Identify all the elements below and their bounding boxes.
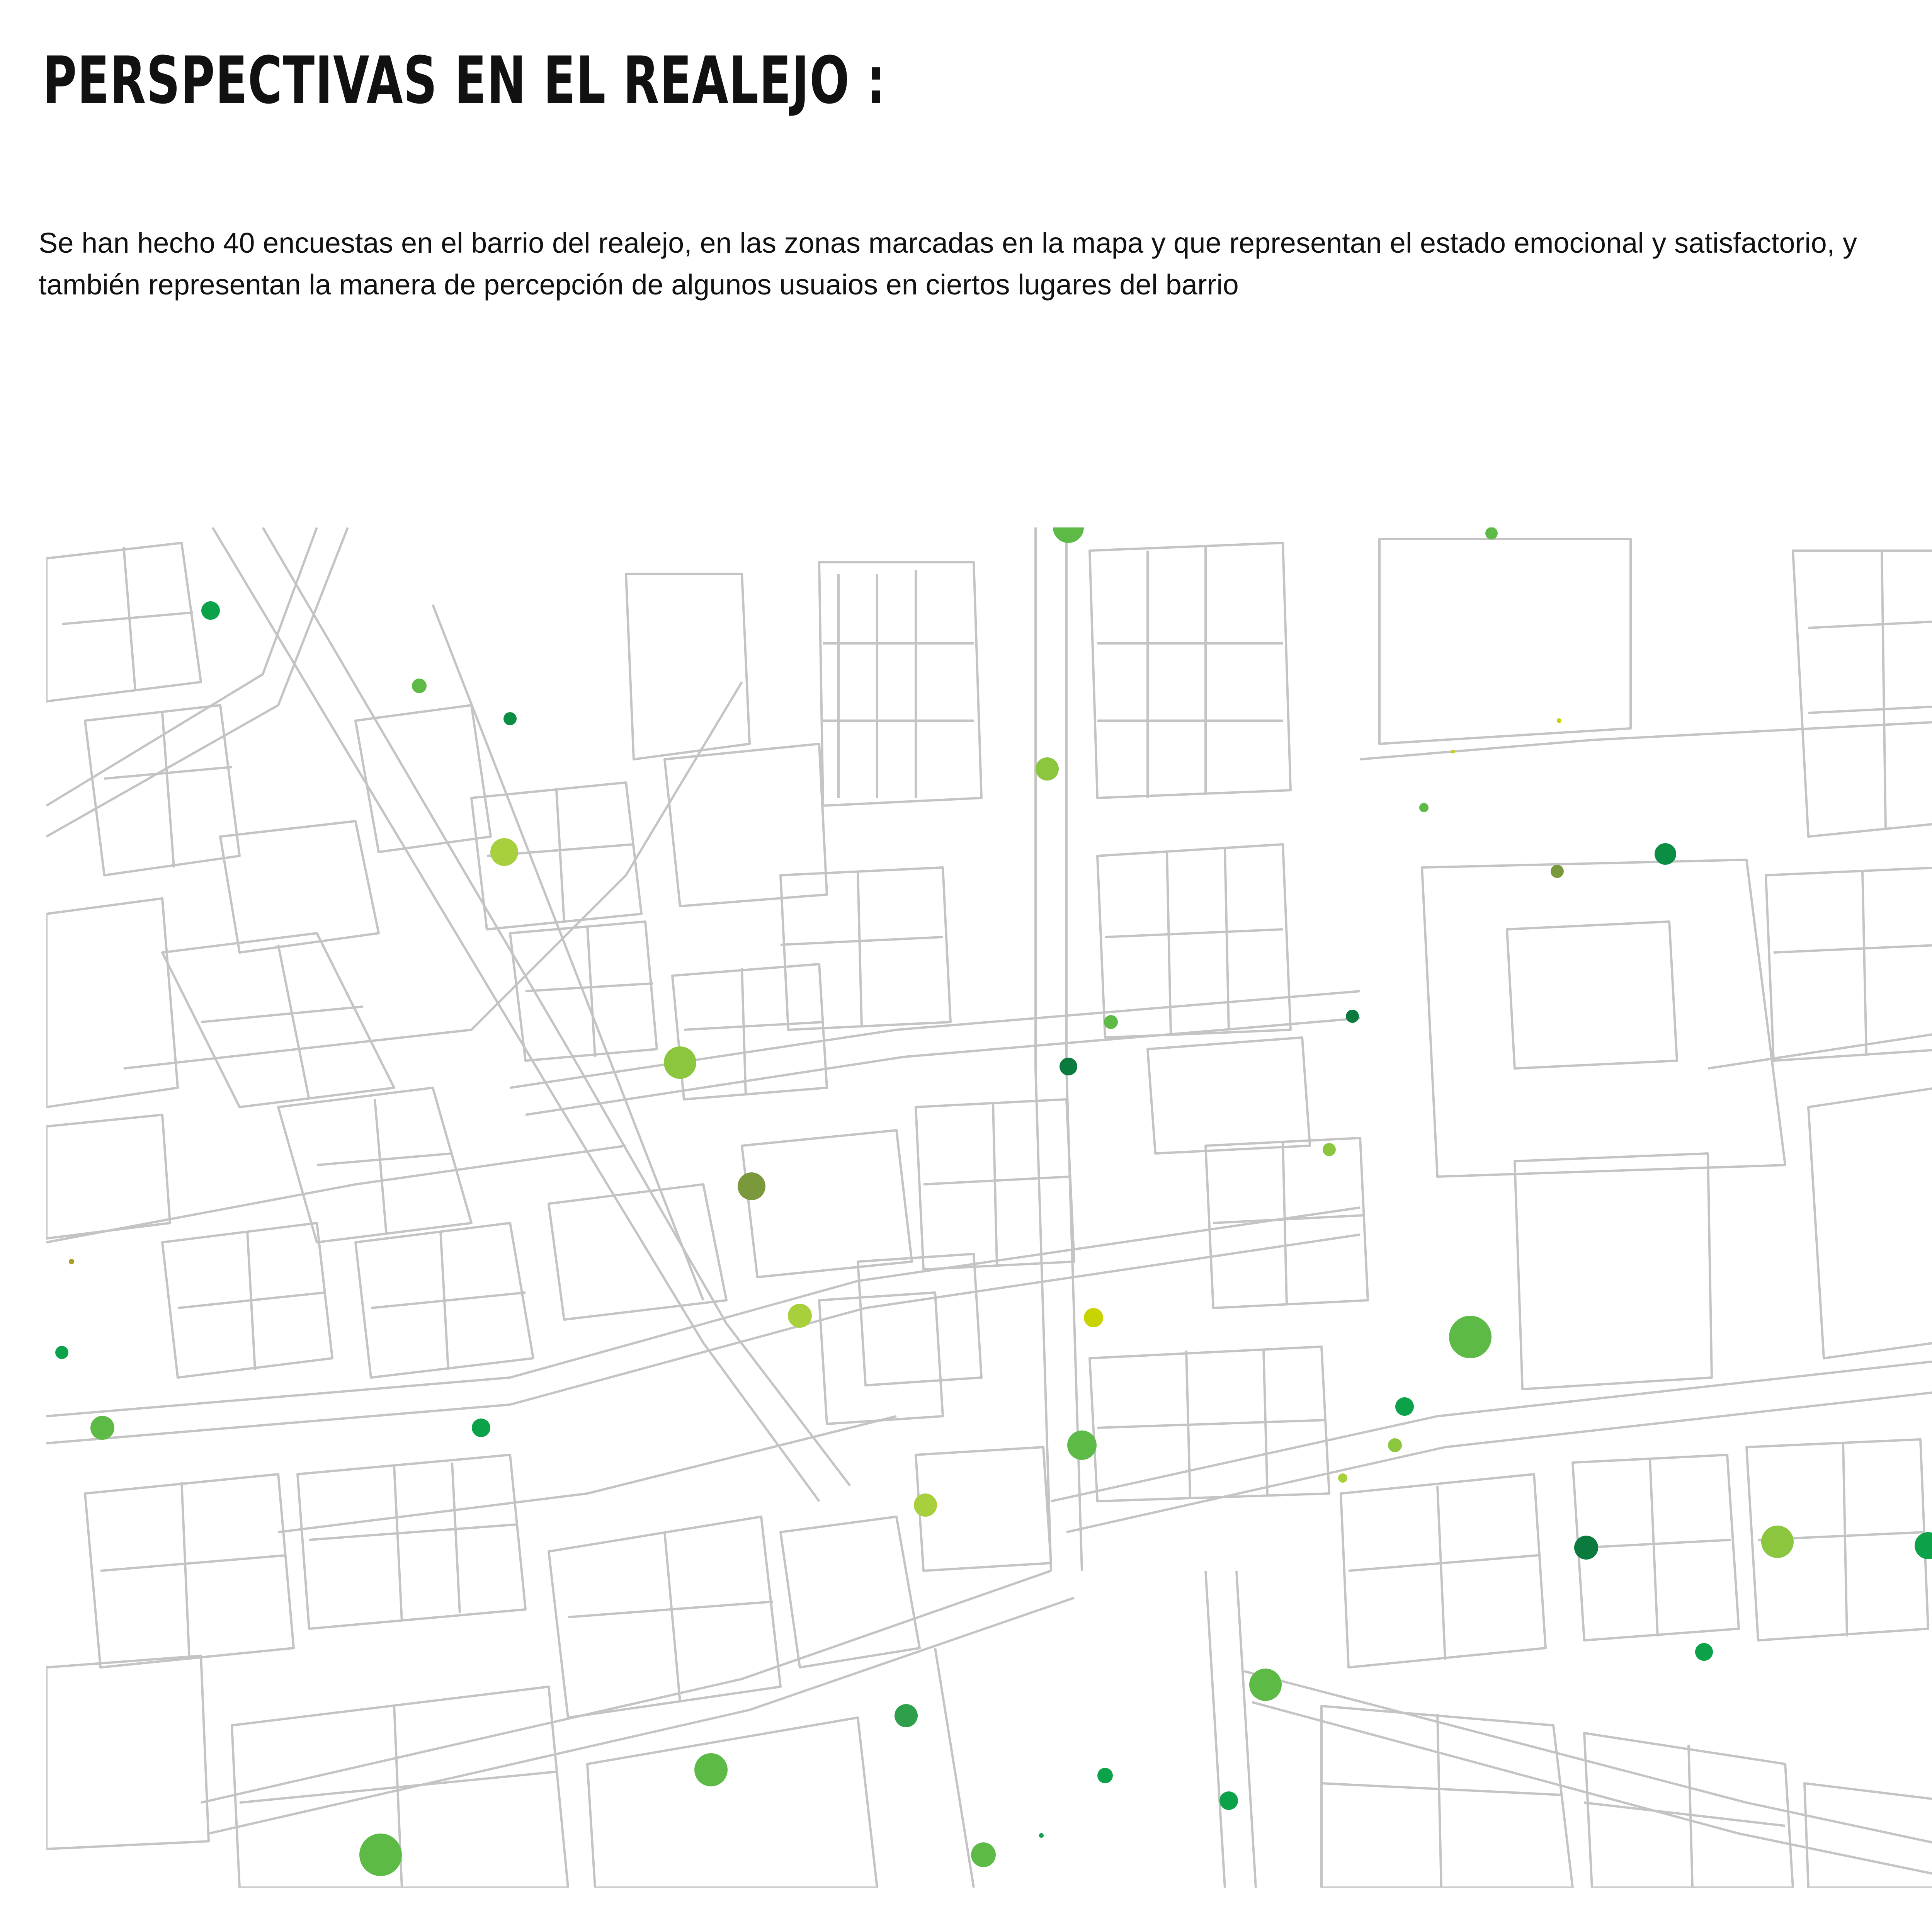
survey-point xyxy=(664,1046,696,1079)
survey-point xyxy=(1097,1768,1113,1783)
survey-point xyxy=(1574,1536,1598,1560)
survey-point xyxy=(1915,1532,1932,1559)
survey-point xyxy=(1655,843,1676,865)
survey-point xyxy=(1036,757,1059,781)
survey-point xyxy=(90,1416,114,1440)
survey-point xyxy=(503,712,517,725)
survey-description: Se han hecho 40 encuestas en el barrio del realejo, en las zonas marcadas en la mapa y que representan el estado emocional y satisfactorio, y también representan la manera de percepción de algunos usuaios en ciertos lugares del barrio xyxy=(39,227,1857,301)
survey-point xyxy=(895,1704,918,1727)
building-blocks xyxy=(46,539,1932,1888)
survey-point xyxy=(1039,1833,1044,1838)
survey-point xyxy=(412,679,427,693)
survey-point xyxy=(69,1259,74,1264)
survey-point xyxy=(1551,865,1564,878)
survey-point xyxy=(1219,1791,1238,1810)
survey-point xyxy=(1249,1669,1282,1701)
survey-point xyxy=(1419,803,1429,812)
survey-point xyxy=(1104,1015,1118,1029)
survey-point xyxy=(472,1419,490,1437)
survey-point xyxy=(1695,1643,1713,1661)
survey-point xyxy=(738,1172,765,1200)
page-title: PERSPECTIVAS EN EL REALEJO : xyxy=(43,43,886,118)
survey-point xyxy=(788,1304,812,1328)
survey-point xyxy=(694,1753,728,1786)
survey-point xyxy=(1346,1010,1359,1023)
survey-point xyxy=(1060,1058,1077,1075)
survey-point xyxy=(490,838,518,866)
survey-point xyxy=(1323,1143,1336,1156)
survey-point xyxy=(1338,1473,1347,1483)
survey-point xyxy=(1053,527,1084,543)
realejo-street-map xyxy=(46,527,1932,1888)
survey-point xyxy=(201,601,220,620)
survey-point xyxy=(1449,1316,1492,1358)
survey-point xyxy=(1761,1526,1794,1558)
survey-point xyxy=(1557,718,1561,723)
survey-point xyxy=(359,1834,402,1876)
survey-point xyxy=(971,1842,996,1867)
survey-point xyxy=(1067,1431,1097,1460)
survey-point xyxy=(1395,1397,1414,1416)
street-network xyxy=(46,527,1932,1888)
survey-point xyxy=(1084,1308,1103,1327)
survey-point xyxy=(1451,750,1455,754)
survey-points xyxy=(55,527,1932,1876)
survey-point xyxy=(1485,527,1498,539)
survey-point xyxy=(914,1493,937,1517)
survey-point xyxy=(55,1346,68,1359)
survey-point xyxy=(1388,1438,1402,1452)
